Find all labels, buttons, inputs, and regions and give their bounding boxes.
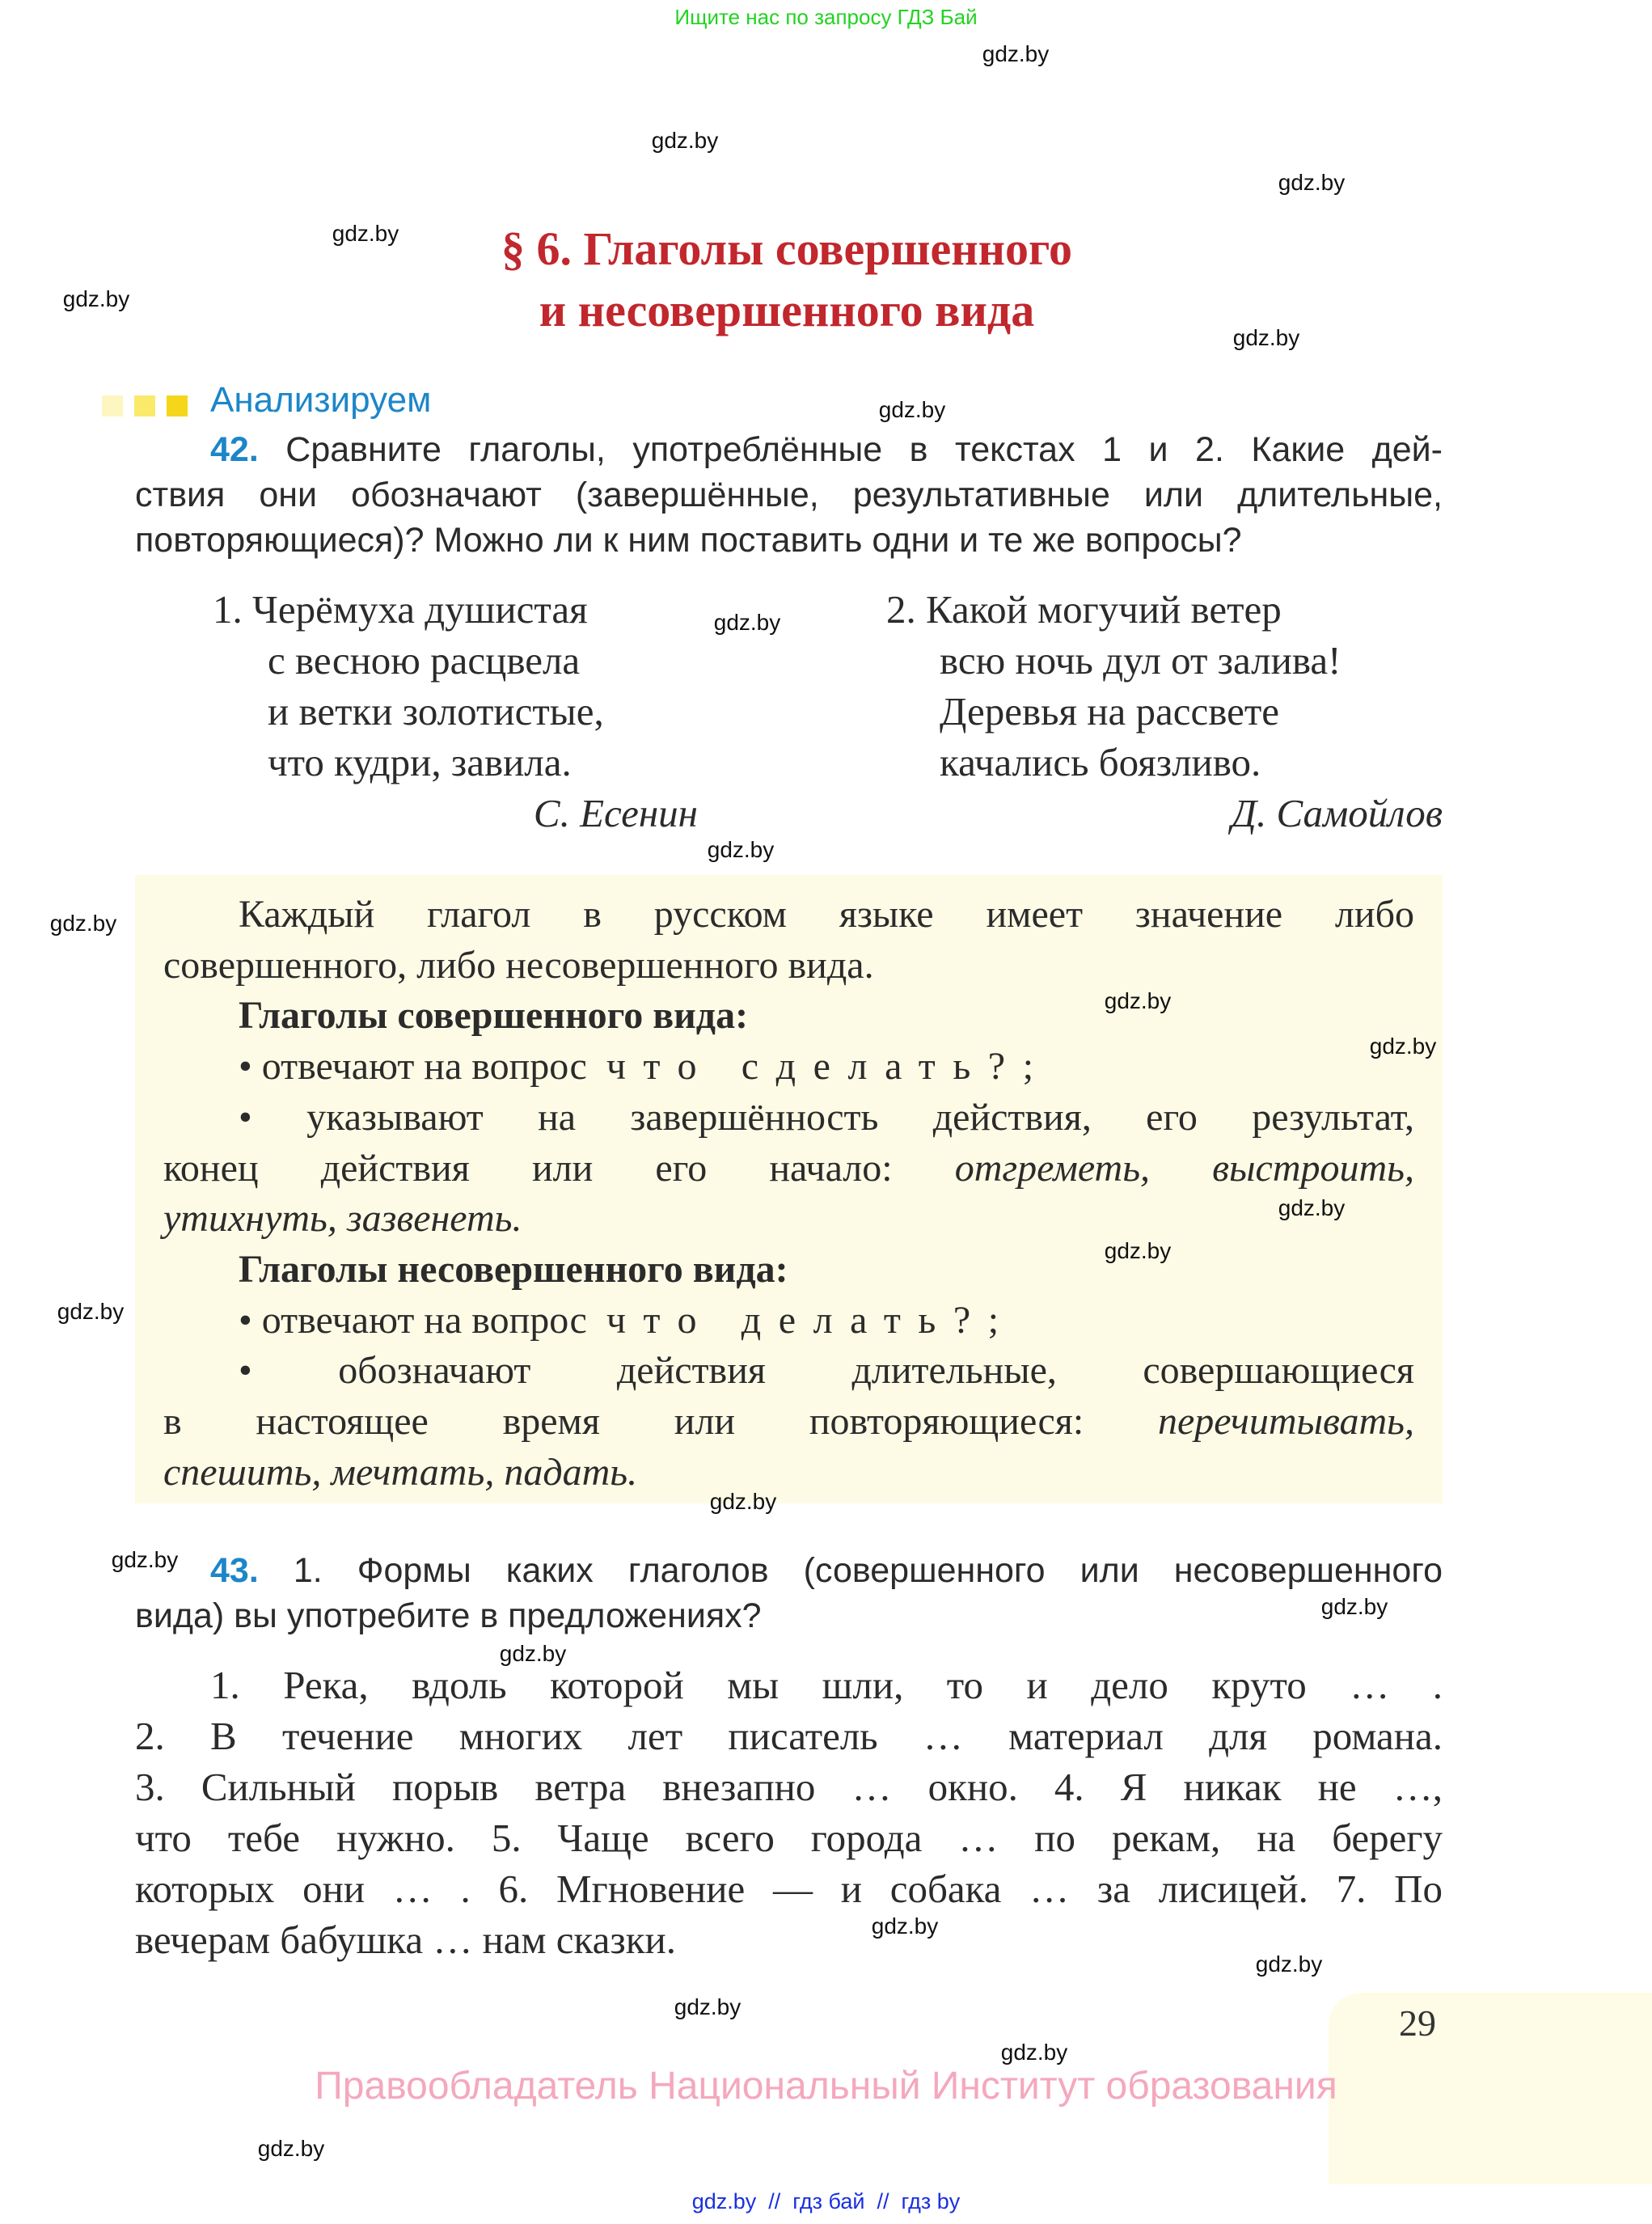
section-heading: Анализируем	[210, 380, 432, 420]
rule-line: • указывают на завершённость действия, его результат,	[239, 1095, 1414, 1139]
exercise-43-prompt	[135, 1548, 1443, 1638]
copyright-notice: Правообладатель Национальный Институт образования	[315, 2065, 1337, 2108]
sentence-line: 2. В течение многих лет писатель … материал для романа.	[135, 1714, 1443, 1758]
rule-line	[163, 1296, 1414, 1347]
page-number: 29	[1399, 2002, 1436, 2044]
watermark: gdz.by	[651, 128, 719, 153]
bullet-text: • отвечают на вопрос	[239, 1298, 587, 1342]
text-line: повторяющиеся)? Можно ли к ним поставить одни и те же вопросы?	[135, 521, 1242, 560]
exercise-number: 42.	[210, 430, 259, 469]
title-line-1: § 6. Глаголы совершенного	[501, 222, 1072, 275]
watermark: gdz.by	[257, 2136, 325, 2161]
poem-line: что кудри, завила.	[268, 740, 572, 784]
poem-line: 2. Какой могучий ветер	[886, 587, 1282, 632]
watermark: gdz.by	[62, 286, 130, 311]
square-icon	[167, 395, 188, 416]
sentence-line: 1. Река, вдоль которой мы шли, то и дело круто … .	[210, 1663, 1443, 1707]
watermark: gdz.by	[1320, 1594, 1388, 1619]
perfective-heading: Глаголы совершенного вида:	[239, 994, 749, 1038]
text: в настоящее время или повторяющиеся:	[163, 1400, 1084, 1444]
examples: перечитывать,	[1157, 1400, 1415, 1444]
watermark: gdz.by	[878, 397, 946, 422]
rule-line: совершенного, либо несовершенного вида.	[163, 943, 874, 987]
footer-links[interactable]: gdz.by // гдз бай // гдз by	[691, 2189, 961, 2213]
poem-line: Деревья на рассвете	[940, 689, 1280, 734]
question-spaced: что сделать?;	[606, 1045, 1051, 1089]
rule-line: Каждый глагол в русском языке имеет значение либо	[239, 893, 1414, 936]
rule-line: • обозначают действия длительные, совершающиеся	[239, 1349, 1414, 1393]
poem-author: С. Есенин	[533, 791, 698, 835]
sentence-line: вечерам бабушка … нам сказки.	[135, 1917, 676, 1962]
watermark: gdz.by	[57, 1299, 125, 1324]
square-icon	[102, 395, 123, 416]
watermark: gdz.by	[1278, 1195, 1346, 1220]
rule-line	[163, 1144, 1414, 1194]
poem-1	[213, 584, 698, 839]
examples: отгреметь, выстроить,	[954, 1146, 1415, 1190]
poem-line: и ветки золотистые,	[268, 689, 604, 734]
question-spaced: что делать?;	[606, 1298, 1016, 1342]
examples: утихнуть, зазвенеть.	[163, 1197, 522, 1241]
poem-line: качались боязливо.	[940, 740, 1261, 784]
watermark: gdz.by	[1369, 1034, 1437, 1059]
exercise-43-sentences	[135, 1660, 1443, 1965]
sentence-line: что тебе нужно. 5. Чаще всего города … по рекам, на берегу	[135, 1816, 1443, 1860]
poem-2	[886, 584, 1443, 839]
square-icon	[134, 395, 155, 416]
watermark: gdz.by	[709, 1489, 777, 1514]
watermark: gdz.by	[49, 911, 117, 936]
bullet-text: • отвечают на вопрос	[239, 1045, 587, 1089]
text-line: Сравните глаголы, употреблённые в текстах 1 и 2. Какие дей-	[285, 430, 1443, 469]
examples: спешить, мечтать, падать.	[163, 1450, 638, 1494]
poem-author: Д. Самойлов	[1231, 791, 1443, 835]
watermark: gdz.by	[332, 221, 399, 246]
text-line: вида) вы употребите в предложениях?	[135, 1596, 762, 1635]
watermark: gdz.by	[1278, 170, 1346, 195]
sentence-line: которых они … . 6. Мгновение — и собака … за лисицей. 7. По	[135, 1867, 1443, 1911]
exercise-number: 43.	[210, 1551, 259, 1590]
text-line: ствия они обозначают (завершённые, результативные или длительные,	[135, 476, 1443, 514]
search-hint: Ищите нас по запросу ГДЗ Бай	[674, 5, 978, 29]
watermark: gdz.by	[707, 837, 775, 862]
watermark: gdz.by	[1255, 1951, 1323, 1977]
watermark: gdz.by	[713, 610, 781, 635]
watermark: gdz.by	[982, 41, 1050, 66]
rule-line	[163, 1397, 1414, 1448]
watermark: gdz.by	[1000, 2040, 1068, 2065]
poem-line: с весною расцвела	[268, 638, 581, 683]
watermark: gdz.by	[111, 1547, 179, 1572]
sentence-line: 3. Сильный порыв ветра внезапно … окно. 4. Я никак не …,	[135, 1765, 1443, 1809]
title-line-2: и несовершенного вида	[539, 284, 1035, 336]
poem-line: 1. Черёмуха душистая	[213, 587, 588, 632]
exercise-42-prompt	[135, 427, 1443, 563]
rule-text	[163, 890, 1414, 1498]
text: конец действия или его начало:	[163, 1146, 893, 1190]
watermark: gdz.by	[871, 1913, 939, 1939]
imperfective-heading: Глаголы несовершенного вида:	[239, 1247, 788, 1291]
watermark: gdz.by	[1104, 988, 1172, 1013]
text-line: 1. Формы каких глаголов (совершенного или несовершенного	[293, 1551, 1443, 1590]
watermark: gdz.by	[1232, 325, 1300, 350]
poem-line: всю ночь дул от залива!	[940, 638, 1341, 683]
watermark: gdz.by	[499, 1641, 567, 1666]
rule-line	[163, 1042, 1414, 1093]
watermark: gdz.by	[1104, 1238, 1172, 1263]
watermark: gdz.by	[674, 1994, 741, 2019]
page-title	[243, 218, 1331, 341]
